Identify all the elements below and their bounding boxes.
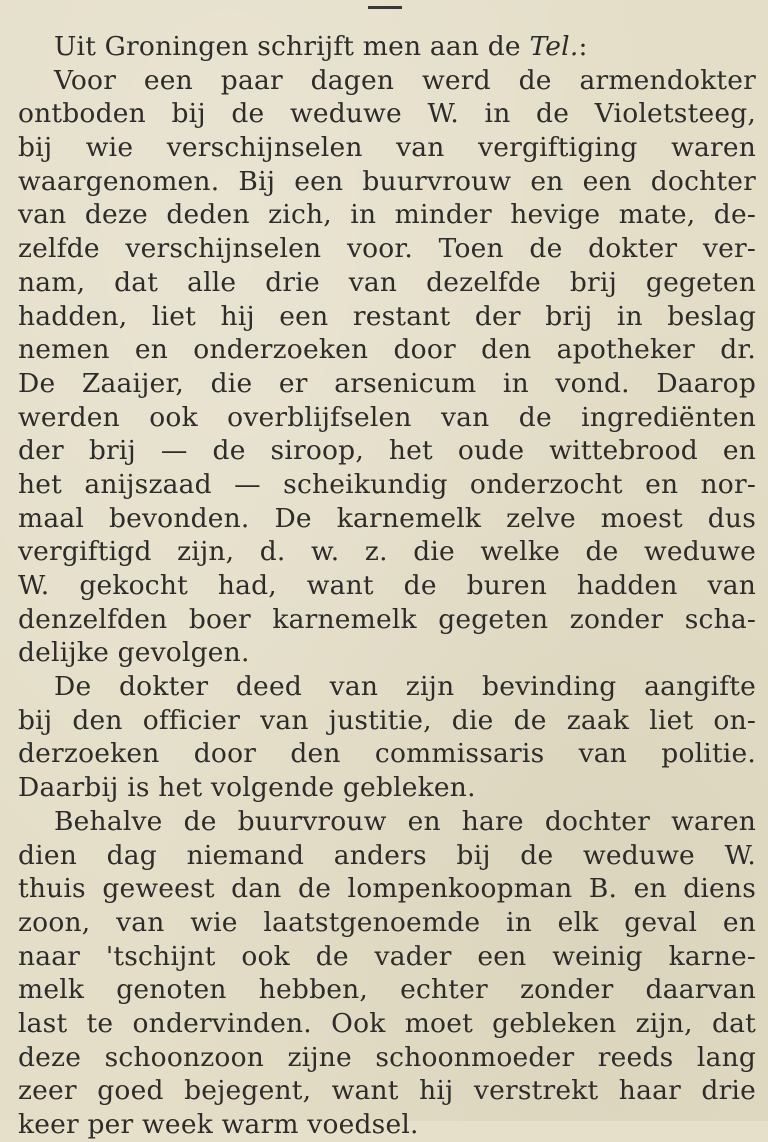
article-line: last te ondervinden. Ook moet gebleken zijn, dat [18, 1007, 756, 1039]
article-column [18, 30, 756, 1142]
article-line: Behalve de buurvrouw en hare dochter waren [54, 805, 756, 837]
article-line: zeer goed bejegent, want hij verstrekt haar drie [18, 1075, 756, 1107]
article-line: ontboden bij de weduwe W. in de Violetsteeg, [18, 98, 756, 130]
article-intro-line [18, 30, 756, 64]
article-line: melk genoten hebben, echter zonder daarvan [18, 974, 756, 1006]
article-line: keer per week warm voedsel. [18, 1109, 419, 1140]
article-line: W. gekocht had, want de buren hadden van [18, 570, 756, 601]
article-line: Daarbij is het volgende gebleken. [18, 772, 476, 804]
article-line: derzoeken door den commissaris van politie. [18, 738, 756, 770]
source-name: Tel. [529, 31, 579, 62]
article-line: nam, dat alle drie van dezelfde brij gegeten [18, 266, 756, 298]
article-line: van deze deden zich, in minder hevige mate, de- [18, 199, 756, 231]
article-line: zelfde verschijnselen voor. Toen de dokter ver- [18, 233, 756, 265]
article-line: thuis geweest dan de lompenkoopman B. en diens [18, 873, 756, 905]
article-line: der brij — de siroop, het oude wittebrood en [18, 435, 756, 467]
intro-colon: : [578, 31, 588, 62]
section-divider-rule [368, 6, 402, 9]
article-line: bij den officier van justitie, die de zaak liet on- [18, 704, 756, 736]
article-line: werden ook overblijfselen van de ingrediënten [18, 401, 756, 433]
article-line: zoon, van wie laatstgenoemde in elk geval en [18, 906, 756, 938]
article-line: vergiftigd zijn, d. w. z. die welke de weduwe [18, 536, 756, 568]
article-line: bij wie verschijnselen van vergiftiging waren [18, 132, 756, 164]
article-line: delijke gevolgen. [18, 637, 250, 669]
article-line: naar 'tschijnt ook de vader een weinig karne- [18, 940, 756, 972]
article-line: denzelfden boer karnemelk gegeten zonder scha- [18, 603, 756, 635]
article-line: waargenomen. Bij een buurvrouw en een dochter [18, 165, 756, 197]
article-line: De dokter deed van zijn bevinding aangifte [54, 671, 756, 703]
article-line: maal bevonden. De karnemelk zelve moest dus [18, 502, 756, 534]
article-line: hadden, liet hij een restant der brij in beslag [18, 300, 756, 332]
article-line: deze schoonzoon zijne schoonmoeder reeds lang [18, 1041, 756, 1073]
intro-text: Uit Groningen schrijft men aan de [54, 31, 530, 62]
article-line: nemen en onderzoeken door den apotheker dr. [18, 334, 756, 366]
article-line: De Zaaijer, die er arsenicum in vond. Daarop [18, 367, 756, 399]
article-line: het anijszaad — scheikundig onderzocht en nor- [18, 468, 756, 500]
article-line: dien dag niemand anders bij de weduwe W. [18, 839, 756, 871]
article-line: Voor een paar dagen werd de armendokter [54, 64, 756, 96]
